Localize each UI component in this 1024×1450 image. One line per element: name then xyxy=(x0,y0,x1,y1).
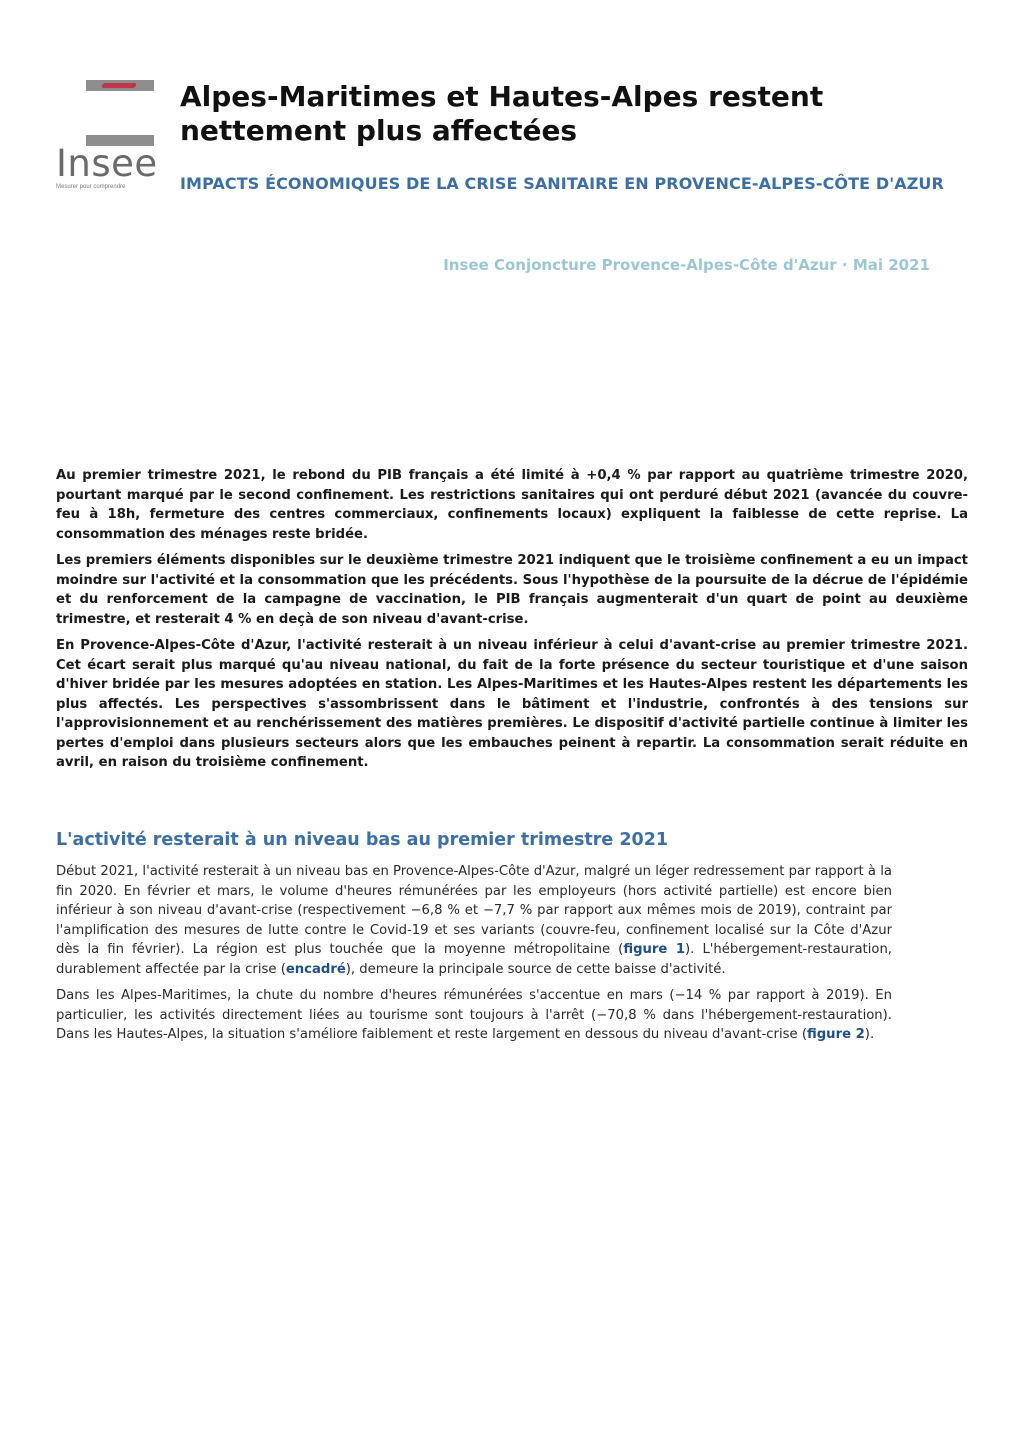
body-paragraph-1 xyxy=(56,862,892,979)
section-body xyxy=(56,862,892,1052)
intro-paragraph-3: En Provence-Alpes-Côte d'Azur, l'activité resterait à un niveau inférieur à celui d'avant-crise au premier trimestre 2021. Cet écart serait plus marqué qu'au niveau national, du fait de la forte présence du secteur touristique et d'une saison d'hiver bridée par les mesures adoptées en station. Les Alpes-Maritimes et les Hautes-Alpes restent les départements les plus affectés. Les perspectives s'assombrissent dans le bâtiment et l'industrie, confrontés à des tensions sur l'approvisionnement et au renchérissement des matières premières. Le dispositif d'activité partielle continue à limiter les pertes d'emploi dans plusieurs secteurs alors que les embauches peinent à repartir. La consommation serait réduite en avril, en raison du troisième confinement. xyxy=(56,638,968,770)
body-text-span: Début 2021, l'activité resterait à un niveau bas en Provence-Alpes-Côte d'Azur, malgré un léger redressement par rapport à la fin 2020. En février et mars, le volume d'heures rémunérées par les employeurs (hors activité partielle) est encore bien inférieur à son niveau d'avant-crise (respectivement −6,8 % et −7,7 % par rapport aux mêmes mois de 2019), contraint par l'amplification des mesures de lutte contre le Covid-19 et ses variants (couvre-feu, confinement localisé sur la Côte d'Azur dès la fin février). La région est plus touchée que la moyenne métropolitaine ( xyxy=(56,864,892,957)
body-paragraph-2 xyxy=(56,986,892,1045)
body-text-span: Dans les Alpes-Maritimes, la chute du nombre d'heures rémunérées s'accentue en mars (−14 % par rapport à 2019). En particulier, les activités directement liées au tourisme sont toujours à l'arrêt (−70,8 % dans l'hébergement-restauration). Dans les Hautes-Alpes, la situation s'améliore faiblement et reste largement en dessous du niveau d'avant-crise ( xyxy=(56,988,892,1042)
intro-paragraph-1: Au premier trimestre 2021, le rebond du PIB français a été limité à +0,4 % par rapport au quatrième trimestre 2020, pourtant marqué par le second confinement. Les restrictions sanitaires qui ont perduré début 2021 (avancée du couvre-feu à 18h, fermeture des centres commerciaux, confinements locaux) expliquent la faiblesse de cette reprise. La consommation des ménages reste bridée. xyxy=(56,468,968,542)
publication-line: Insee Conjoncture Provence-Alpes-Côte d'Azur · Mai 2021 xyxy=(443,256,930,274)
section-heading: L'activité resterait à un niveau bas au premier trimestre 2021 xyxy=(56,830,669,850)
intro-paragraph-2: Les premiers éléments disponibles sur le deuxième trimestre 2021 indiquent que le troisième confinement a eu un impact moindre sur l'activité et la consommation que les précédents. Sous l'hypothèse de la poursuite de la décrue de l'épidémie et du renforcement de la campagne de vaccination, le PIB français augmenterait d'un quart de point au deuxième trimestre, et resterait 4 % en deçà de son niveau d'avant-crise. xyxy=(56,553,968,627)
figure-2-link[interactable]: figure 2 xyxy=(806,1027,865,1042)
insee-logo xyxy=(56,80,156,200)
page-subtitle: IMPACTS ÉCONOMIQUES DE LA CRISE SANITAIRE EN PROVENCE-ALPES-CÔTE D'AZUR xyxy=(180,174,944,193)
logo-wordmark: Insee xyxy=(56,142,158,185)
body-text-span: ), demeure la principale source de cette baisse d'activité. xyxy=(345,961,726,977)
logo-top-bar xyxy=(86,80,154,91)
page-title: Alpes-Maritimes et Hautes-Alpes restent nettement plus affectées xyxy=(180,80,824,147)
logo-tagline: Mesurer pour comprendre xyxy=(56,184,126,190)
encadre-link[interactable]: encadré xyxy=(285,961,346,977)
body-text-span: ). xyxy=(864,1027,875,1042)
figure-1-link[interactable]: figure 1 xyxy=(623,942,686,957)
intro-summary xyxy=(56,466,968,780)
body-text-span: ). L'hébergement-restauration, durablement affectée par la crise ( xyxy=(56,942,892,977)
